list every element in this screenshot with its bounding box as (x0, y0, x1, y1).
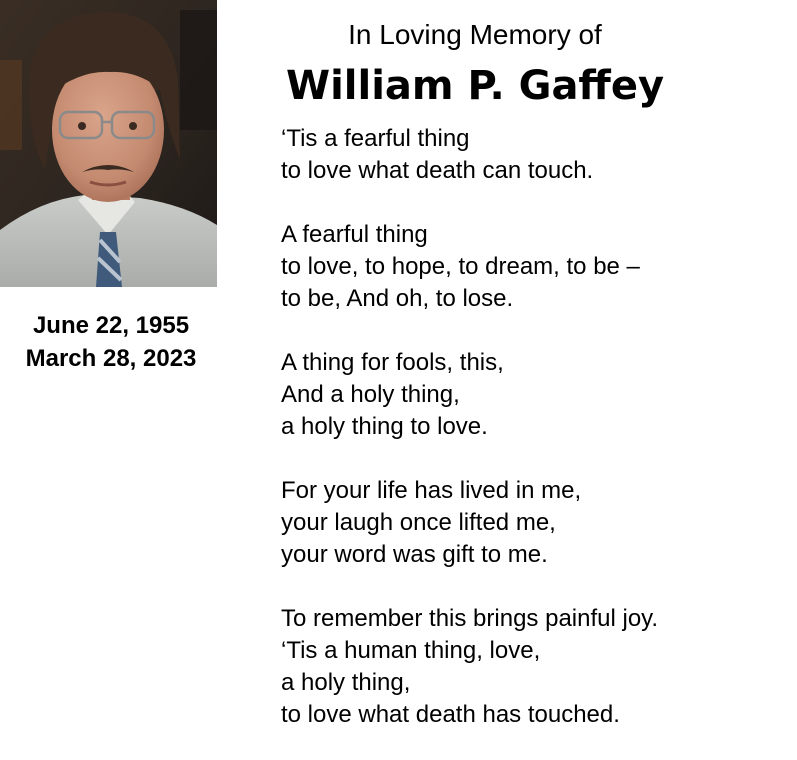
poem-line: ‘Tis a human thing, love, (281, 637, 541, 664)
poem-line: ‘Tis a fearful thing (281, 125, 470, 152)
poem-line: And a holy thing, (281, 381, 460, 408)
poem-line: For your life has lived in me, (281, 477, 582, 504)
poem-line: A thing for fools, this, (281, 349, 504, 376)
poem-stanza (281, 475, 781, 571)
poem-line: to love, to hope, to dream, to be – (281, 253, 640, 280)
life-dates (0, 309, 222, 375)
poem-line: to be, And oh, to lose. (281, 285, 514, 312)
memorial-photo (0, 0, 217, 287)
poem-line: a holy thing to love. (281, 413, 488, 440)
poem-line: to love what death can touch. (281, 157, 594, 184)
death-date: March 28, 2023 (25, 345, 197, 372)
memorial-intro: In Loving Memory of (348, 19, 602, 50)
poem-line: your word was gift to me. (281, 541, 548, 568)
poem-line: your laugh once lifted me, (281, 509, 556, 536)
poem-stanza (281, 219, 781, 315)
deceased-name: William P. Gaffey (285, 63, 665, 109)
poem-line: a holy thing, (281, 669, 411, 696)
poem-line: To remember this brings painful joy. (281, 605, 659, 632)
poem-line: to love what death has touched. (281, 701, 620, 728)
poem-stanza (281, 603, 781, 731)
birth-date: June 22, 1955 (32, 312, 190, 339)
poem-stanza (281, 123, 781, 187)
poem-stanza (281, 347, 781, 443)
poem-line: A fearful thing (281, 221, 428, 248)
memorial-poem (281, 123, 781, 731)
